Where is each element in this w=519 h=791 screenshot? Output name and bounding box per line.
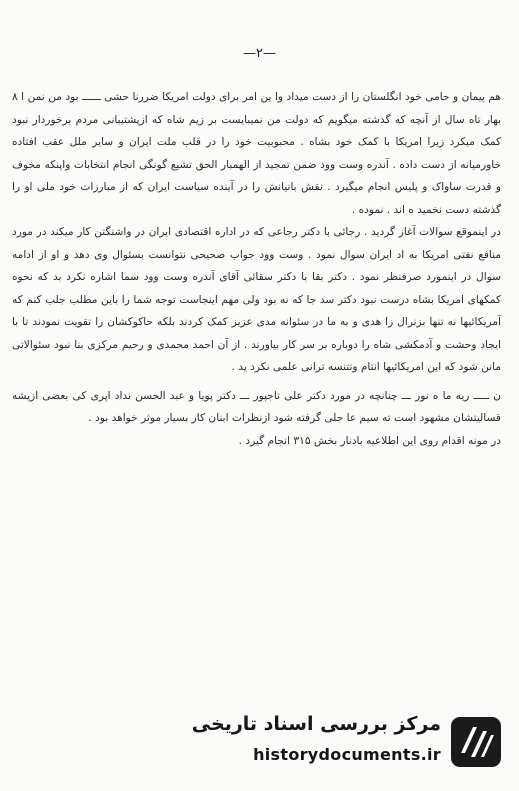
paragraph: ن ـــــ ریه ما ه نور ـــ چنانچه در مورد دکتر علی تاجپور ـــ دکتر پویا و عبد الحسن نداد اپری کی بعضی ازپشه قسالیتشان مشهود است ته سیم عا جلی گرفته شود ازنظرات ابنان کار بسیار موثر خواهد بود . (12, 389, 501, 424)
paragraph: در مونه اقدام روی این اطلاعیه بادنار بخش ۳۱۵ انجام گیرد . (238, 434, 501, 447)
logo-url: historydocuments.ir (253, 745, 441, 764)
page-number: —۲— (243, 46, 276, 61)
paragraph: در اینموقع سوالات آغاز گردید . رجائی با دکتر رجاعی که در اداره اقتصادی ایران در واشنگتن کار میکند در مورد منافع نفتی امریکا به اد ایران سوال نمود . وست وود جواب صحیحی نتوانست بسئوال وی دهد و او از ادامه سوال در اینمورد صرفنظر نمود . دکتر بقا با دکتر سقائی آقای آندره وست وود سما اشاره نکرد بد که نحوه کمکهای امریکا بشاه درست نبود دکتر سد جا که نه بود ولی مهم اینجاست توجه شما را باین مطلب جلب کنم که آمریکائیها نه تنها بزنرال زا هدی و به ما در سئوانه مدی عزیز کمک کردند بلکه حاکوکشان را تقویت نمودند تا با ایجاد وحشت و آدمکشی شاه را دوباره بر سر کار بیاورند . از آن احمد محمدی و رحیم مرکزی بنا نبود سئوالاتی مانن شود که این امریکائیها انتام وتتنسه ترانی علمی نکرد ید . (12, 226, 501, 373)
paragraph: هم پیمان و حامی خود انگلستان را از دست میداد وا ین امر برای دولت امریکا ضررنا حشی ــــــ بود من نمن ا ۸ بهار تاه سال از آنچه که گذشته میگویم که دولت من نمیبایست بر زیم شاه که ازپشتیبانی مردم برخوردار نبود کمک میکرد زیرا امریکا با کمک خود بشاه . محبوبیت خود را در قلب ملت ایران و سایر ملل عقب افتاده خاورمیانه از دست داده . آندره وست وود ضمن تمجید از الهمبار الحق تشیع گونگی انجام انتخابات واپنکه مخوف و قدرت ساواک و پلیس انجام میگیرد . نقش بانیانش را در آینده سیاست ایران که از مبارزات خود ملی او را گذشته دست نخمید ه اند . نموده . (12, 91, 501, 216)
watermark-logo (191, 709, 505, 773)
document-body (12, 86, 501, 452)
archive-logo-icon (447, 713, 505, 771)
logo-title: مرکز بررسی اسناد تاریخی (191, 713, 441, 735)
